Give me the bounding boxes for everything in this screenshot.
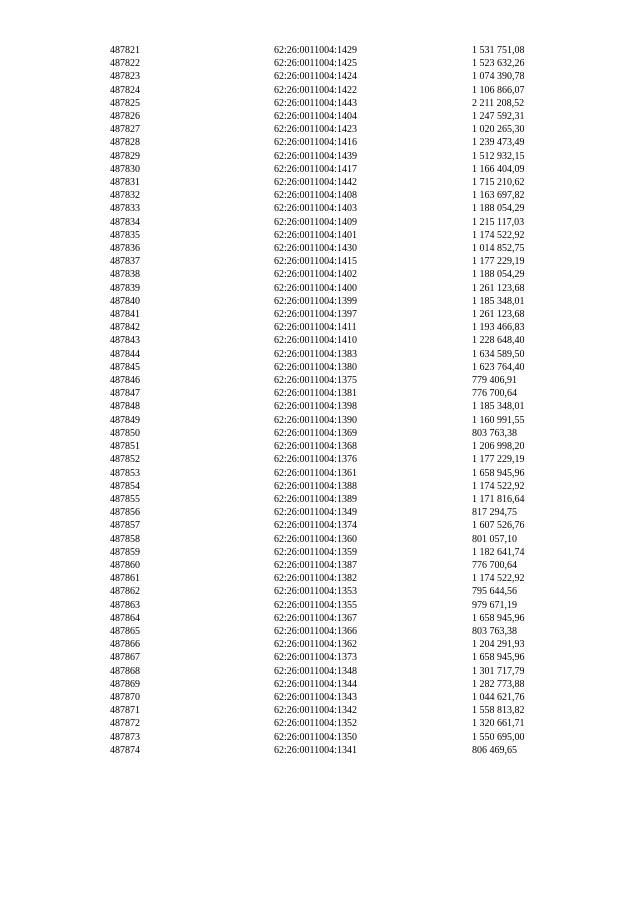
cadastral-number-cell: 62:26:0011004:1409 xyxy=(274,216,357,228)
row-number-cell: 487824 xyxy=(110,84,140,96)
row-number-cell: 487834 xyxy=(110,216,140,228)
row-number-cell: 487823 xyxy=(110,71,140,83)
table-row xyxy=(110,467,592,480)
value-cell: 803 763,38 xyxy=(472,427,517,439)
cadastral-number-cell: 62:26:0011004:1390 xyxy=(274,414,357,426)
row-number-cell: 487863 xyxy=(110,599,140,611)
table-row xyxy=(110,295,592,308)
table-row xyxy=(110,533,592,546)
value-cell: 1 531 751,08 xyxy=(472,45,525,56)
cadastral-number-cell: 62:26:0011004:1343 xyxy=(274,691,357,703)
value-cell: 817 294,75 xyxy=(472,507,517,519)
table-row xyxy=(110,506,592,519)
value-cell: 1 523 632,26 xyxy=(472,58,525,70)
value-cell: 1 247 592,31 xyxy=(472,111,525,123)
table-row xyxy=(110,651,592,664)
cadastral-number-cell: 62:26:0011004:1374 xyxy=(274,520,357,532)
row-number-cell: 487829 xyxy=(110,150,140,162)
value-cell: 1 193 466,83 xyxy=(472,322,525,334)
cadastral-number-cell: 62:26:0011004:1361 xyxy=(274,467,357,479)
row-number-cell: 487837 xyxy=(110,256,140,268)
row-number-cell: 487869 xyxy=(110,678,140,690)
table-row xyxy=(110,97,592,110)
row-number-cell: 487835 xyxy=(110,229,140,241)
value-cell: 776 700,64 xyxy=(472,388,517,400)
value-cell: 1 044 621,76 xyxy=(472,691,525,703)
cadastral-number-cell: 62:26:0011004:1344 xyxy=(274,678,357,690)
cadastral-number-cell: 62:26:0011004:1341 xyxy=(274,744,357,756)
row-number-cell: 487870 xyxy=(110,691,140,703)
table-row xyxy=(110,599,592,612)
value-cell: 1 282 773,88 xyxy=(472,678,525,690)
row-number-cell: 487873 xyxy=(110,731,140,743)
table-row xyxy=(110,44,592,57)
row-number-cell: 487862 xyxy=(110,586,140,598)
row-number-cell: 487826 xyxy=(110,111,140,123)
cadastral-number-cell: 62:26:0011004:1355 xyxy=(274,599,357,611)
row-number-cell: 487860 xyxy=(110,559,140,571)
value-cell: 806 469,65 xyxy=(472,744,517,756)
value-cell: 1 512 932,15 xyxy=(472,150,525,162)
row-number-cell: 487825 xyxy=(110,97,140,109)
table-row xyxy=(110,480,592,493)
cadastral-number-cell: 62:26:0011004:1366 xyxy=(274,625,357,637)
value-cell: 1 106 866,07 xyxy=(472,84,525,96)
table-row xyxy=(110,268,592,281)
table-row xyxy=(110,216,592,229)
value-cell: 1 188 054,29 xyxy=(472,269,525,281)
row-number-cell: 487864 xyxy=(110,612,140,624)
value-cell: 979 671,19 xyxy=(472,599,517,611)
table-row xyxy=(110,84,592,97)
table-row xyxy=(110,57,592,70)
table-row xyxy=(110,282,592,295)
table-row xyxy=(110,229,592,242)
table-row xyxy=(110,731,592,744)
row-number-cell: 487836 xyxy=(110,243,140,255)
row-number-cell: 487859 xyxy=(110,546,140,558)
cadastral-number-cell: 62:26:0011004:1368 xyxy=(274,441,357,453)
row-number-cell: 487855 xyxy=(110,493,140,505)
table-row xyxy=(110,374,592,387)
cadastral-number-cell: 62:26:0011004:1373 xyxy=(274,652,357,664)
value-cell: 1 320 661,71 xyxy=(472,718,525,730)
value-cell: 1 206 998,20 xyxy=(472,441,525,453)
cadastral-number-cell: 62:26:0011004:1383 xyxy=(274,348,357,360)
cadastral-number-cell: 62:26:0011004:1382 xyxy=(274,573,357,585)
row-number-cell: 487833 xyxy=(110,203,140,215)
cadastral-number-cell: 62:26:0011004:1353 xyxy=(274,586,357,598)
cadastral-number-cell: 62:26:0011004:1397 xyxy=(274,309,357,321)
table-row xyxy=(110,519,592,532)
cadastral-number-cell: 62:26:0011004:1389 xyxy=(274,493,357,505)
table-row xyxy=(110,189,592,202)
value-cell: 1 074 390,78 xyxy=(472,71,525,83)
cadastral-number-cell: 62:26:0011004:1369 xyxy=(274,427,357,439)
table-row xyxy=(110,625,592,638)
table-row xyxy=(110,665,592,678)
value-cell: 801 057,10 xyxy=(472,533,517,545)
value-cell: 1 261 123,68 xyxy=(472,282,525,294)
value-cell: 1 634 589,50 xyxy=(472,348,525,360)
value-cell: 1 558 813,82 xyxy=(472,705,525,717)
value-cell: 1 188 054,29 xyxy=(472,203,525,215)
table-row xyxy=(110,414,592,427)
row-number-cell: 487865 xyxy=(110,625,140,637)
cadastral-number-cell: 62:26:0011004:1416 xyxy=(274,137,357,149)
row-number-cell: 487846 xyxy=(110,375,140,387)
row-number-cell: 487849 xyxy=(110,414,140,426)
value-cell: 1 163 697,82 xyxy=(472,190,525,202)
cadastral-number-cell: 62:26:0011004:1422 xyxy=(274,84,357,96)
table-row xyxy=(110,110,592,123)
row-number-cell: 487852 xyxy=(110,454,140,466)
cadastral-number-cell: 62:26:0011004:1362 xyxy=(274,639,357,651)
row-number-cell: 487861 xyxy=(110,573,140,585)
cadastral-number-cell: 62:26:0011004:1411 xyxy=(274,322,357,334)
table-body xyxy=(110,44,592,757)
row-number-cell: 487827 xyxy=(110,124,140,136)
table-row xyxy=(110,242,592,255)
value-cell: 1 020 265,30 xyxy=(472,124,525,136)
row-number-cell: 487867 xyxy=(110,652,140,664)
row-number-cell: 487851 xyxy=(110,441,140,453)
table-row xyxy=(110,678,592,691)
row-number-cell: 487853 xyxy=(110,467,140,479)
value-cell: 1 174 522,92 xyxy=(472,480,525,492)
value-cell: 1 228 648,40 xyxy=(472,335,525,347)
row-number-cell: 487843 xyxy=(110,335,140,347)
cadastral-number-cell: 62:26:0011004:1415 xyxy=(274,256,357,268)
cadastral-number-cell: 62:26:0011004:1388 xyxy=(274,480,357,492)
cadastral-number-cell: 62:26:0011004:1401 xyxy=(274,229,357,241)
table-row xyxy=(110,572,592,585)
row-number-cell: 487831 xyxy=(110,177,140,189)
value-cell: 1 623 764,40 xyxy=(472,361,525,373)
value-cell: 1 658 945,96 xyxy=(472,467,525,479)
cadastral-number-cell: 62:26:0011004:1403 xyxy=(274,203,357,215)
table-row xyxy=(110,136,592,149)
table-row xyxy=(110,321,592,334)
row-number-cell: 487848 xyxy=(110,401,140,413)
table-row xyxy=(110,123,592,136)
cadastral-number-cell: 62:26:0011004:1398 xyxy=(274,401,357,413)
cadastral-number-cell: 62:26:0011004:1402 xyxy=(274,269,357,281)
row-number-cell: 487858 xyxy=(110,533,140,545)
table-row xyxy=(110,717,592,730)
table-row xyxy=(110,559,592,572)
cadastral-number-cell: 62:26:0011004:1410 xyxy=(274,335,357,347)
cadastral-number-cell: 62:26:0011004:1442 xyxy=(274,177,357,189)
row-number-cell: 487841 xyxy=(110,309,140,321)
row-number-cell: 487850 xyxy=(110,427,140,439)
value-cell: 2 211 208,52 xyxy=(472,97,525,109)
row-number-cell: 487839 xyxy=(110,282,140,294)
cadastral-number-cell: 62:26:0011004:1376 xyxy=(274,454,357,466)
table-row xyxy=(110,638,592,651)
cadastral-number-cell: 62:26:0011004:1429 xyxy=(274,45,357,56)
row-number-cell: 487828 xyxy=(110,137,140,149)
table-row xyxy=(110,334,592,347)
table-row xyxy=(110,691,592,704)
value-cell: 1 607 526,76 xyxy=(472,520,525,532)
value-cell: 1 174 522,92 xyxy=(472,229,525,241)
table-row xyxy=(110,704,592,717)
row-number-cell: 487844 xyxy=(110,348,140,360)
cadastral-number-cell: 62:26:0011004:1342 xyxy=(274,705,357,717)
data-table xyxy=(110,44,592,757)
value-cell: 795 644,56 xyxy=(472,586,517,598)
row-number-cell: 487840 xyxy=(110,295,140,307)
table-row xyxy=(110,308,592,321)
cadastral-number-cell: 62:26:0011004:1424 xyxy=(274,71,357,83)
cadastral-number-cell: 62:26:0011004:1375 xyxy=(274,375,357,387)
table-row xyxy=(110,348,592,361)
cadastral-number-cell: 62:26:0011004:1425 xyxy=(274,58,357,70)
value-cell: 1 185 348,01 xyxy=(472,295,525,307)
table-row xyxy=(110,744,592,757)
row-number-cell: 487822 xyxy=(110,58,140,70)
value-cell: 1 658 945,96 xyxy=(472,612,525,624)
value-cell: 803 763,38 xyxy=(472,625,517,637)
cadastral-number-cell: 62:26:0011004:1360 xyxy=(274,533,357,545)
cadastral-number-cell: 62:26:0011004:1352 xyxy=(274,718,357,730)
table-row xyxy=(110,202,592,215)
cadastral-number-cell: 62:26:0011004:1349 xyxy=(274,507,357,519)
value-cell: 1 160 991,55 xyxy=(472,414,525,426)
value-cell: 1 171 816,64 xyxy=(472,493,525,505)
cadastral-number-cell: 62:26:0011004:1380 xyxy=(274,361,357,373)
cadastral-number-cell: 62:26:0011004:1348 xyxy=(274,665,357,677)
row-number-cell: 487868 xyxy=(110,665,140,677)
row-number-cell: 487854 xyxy=(110,480,140,492)
table-row xyxy=(110,387,592,400)
cadastral-number-cell: 62:26:0011004:1423 xyxy=(274,124,357,136)
table-row xyxy=(110,400,592,413)
value-cell: 1 301 717,79 xyxy=(472,665,525,677)
table-row xyxy=(110,493,592,506)
row-number-cell: 487847 xyxy=(110,388,140,400)
row-number-cell: 487874 xyxy=(110,744,140,756)
row-number-cell: 487832 xyxy=(110,190,140,202)
value-cell: 1 185 348,01 xyxy=(472,401,525,413)
value-cell: 1 014 852,75 xyxy=(472,243,525,255)
table-row xyxy=(110,163,592,176)
row-number-cell: 487857 xyxy=(110,520,140,532)
table-row xyxy=(110,255,592,268)
value-cell: 779 406,91 xyxy=(472,375,517,387)
cadastral-number-cell: 62:26:0011004:1359 xyxy=(274,546,357,558)
cadastral-number-cell: 62:26:0011004:1381 xyxy=(274,388,357,400)
table-row xyxy=(110,150,592,163)
cadastral-number-cell: 62:26:0011004:1417 xyxy=(274,163,357,175)
row-number-cell: 487872 xyxy=(110,718,140,730)
cadastral-number-cell: 62:26:0011004:1399 xyxy=(274,295,357,307)
cadastral-number-cell: 62:26:0011004:1404 xyxy=(274,111,357,123)
row-number-cell: 487830 xyxy=(110,163,140,175)
row-number-cell: 487856 xyxy=(110,507,140,519)
value-cell: 1 715 210,62 xyxy=(472,177,525,189)
value-cell: 1 177 229,19 xyxy=(472,454,525,466)
cadastral-number-cell: 62:26:0011004:1400 xyxy=(274,282,357,294)
row-number-cell: 487871 xyxy=(110,705,140,717)
value-cell: 1 204 291,93 xyxy=(472,639,525,651)
cadastral-number-cell: 62:26:0011004:1367 xyxy=(274,612,357,624)
table-row xyxy=(110,585,592,598)
table-row xyxy=(110,70,592,83)
row-number-cell: 487838 xyxy=(110,269,140,281)
value-cell: 1 215 117,03 xyxy=(472,216,525,228)
value-cell: 776 700,64 xyxy=(472,559,517,571)
table-row xyxy=(110,612,592,625)
table-row xyxy=(110,176,592,189)
value-cell: 1 550 695,00 xyxy=(472,731,525,743)
table-row xyxy=(110,361,592,374)
value-cell: 1 261 123,68 xyxy=(472,309,525,321)
value-cell: 1 182 641,74 xyxy=(472,546,525,558)
value-cell: 1 166 404,09 xyxy=(472,163,525,175)
table-row xyxy=(110,440,592,453)
row-number-cell: 487842 xyxy=(110,322,140,334)
table-row xyxy=(110,453,592,466)
cadastral-number-cell: 62:26:0011004:1408 xyxy=(274,190,357,202)
row-number-cell: 487845 xyxy=(110,361,140,373)
row-number-cell: 487866 xyxy=(110,639,140,651)
cadastral-number-cell: 62:26:0011004:1439 xyxy=(274,150,357,162)
table-row xyxy=(110,546,592,559)
cadastral-number-cell: 62:26:0011004:1443 xyxy=(274,97,357,109)
value-cell: 1 239 473,49 xyxy=(472,137,525,149)
value-cell: 1 658 945,96 xyxy=(472,652,525,664)
table-row xyxy=(110,427,592,440)
cadastral-number-cell: 62:26:0011004:1387 xyxy=(274,559,357,571)
value-cell: 1 174 522,92 xyxy=(472,573,525,585)
value-cell: 1 177 229,19 xyxy=(472,256,525,268)
row-number-cell: 487821 xyxy=(110,45,140,56)
cadastral-number-cell: 62:26:0011004:1430 xyxy=(274,243,357,255)
cadastral-number-cell: 62:26:0011004:1350 xyxy=(274,731,357,743)
